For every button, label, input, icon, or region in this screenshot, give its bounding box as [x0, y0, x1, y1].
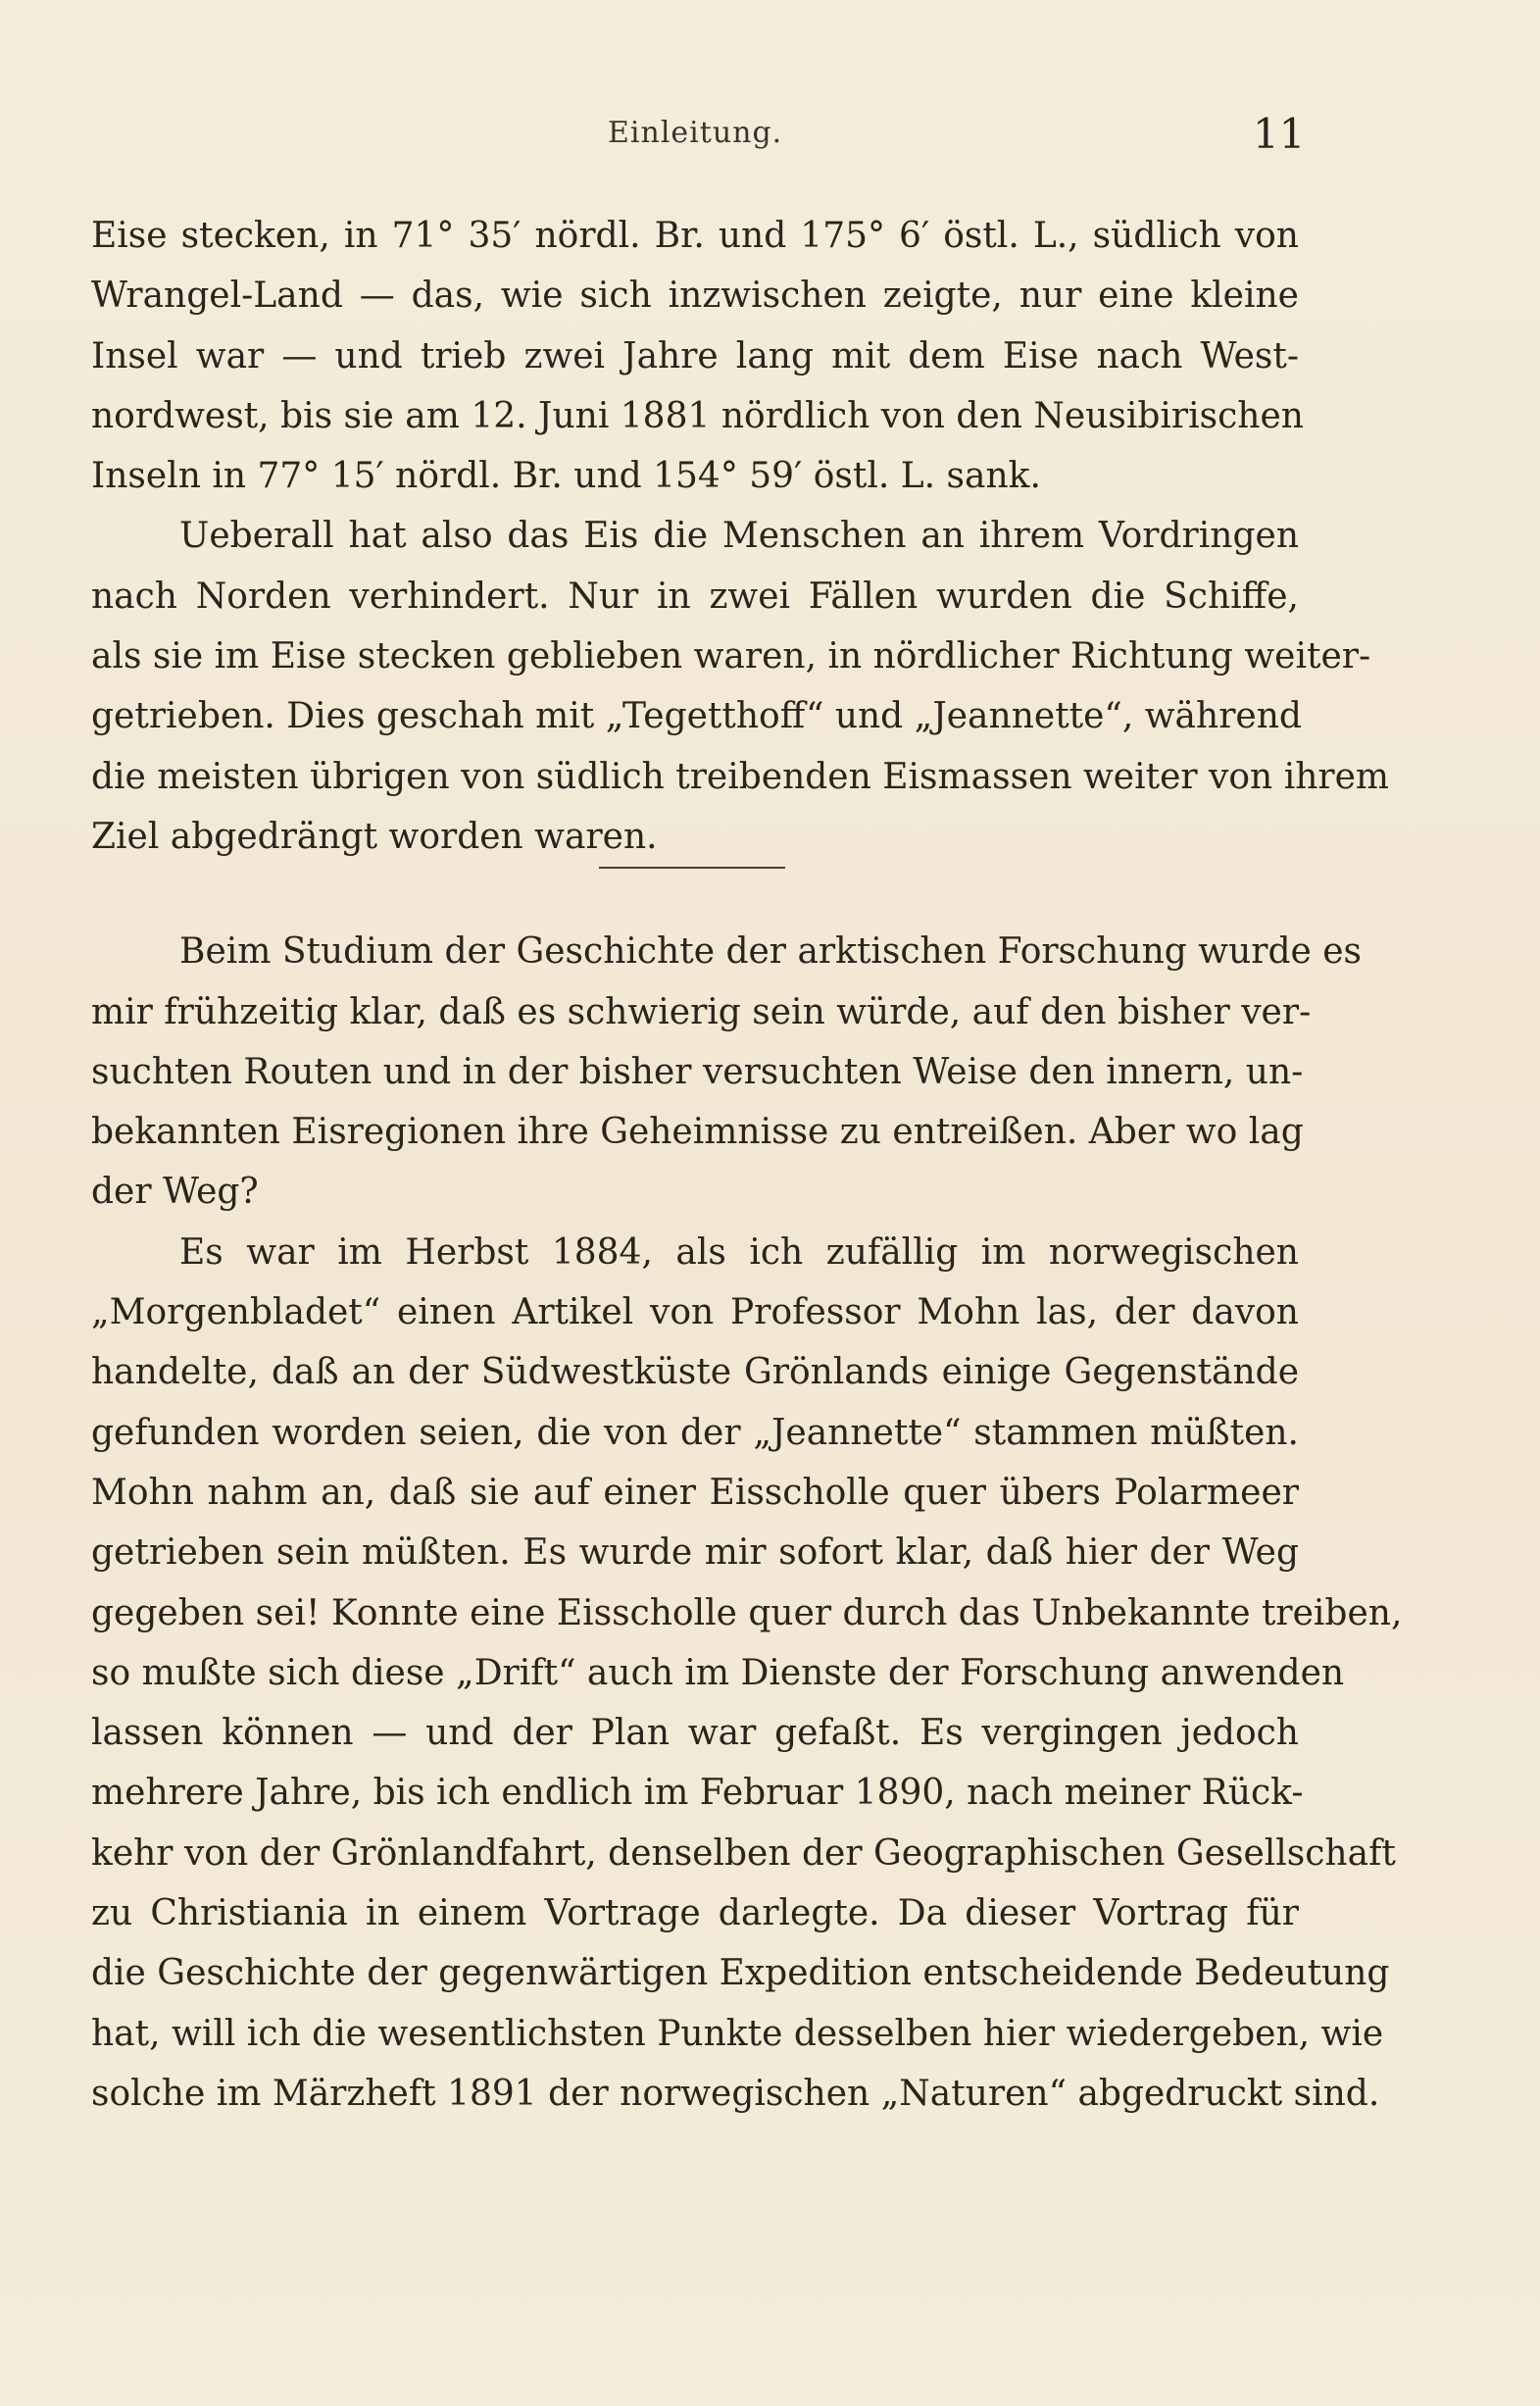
text-line: mir frühzeitig klar, daß es schwierig sein würde, auf den bisher ver-	[91, 991, 1312, 1032]
paragraph-2	[91, 506, 1390, 867]
section-break	[91, 867, 1299, 922]
paragraph-3	[91, 922, 1363, 1222]
text-line: als sie im Eise stecken geblieben waren, in nördlicher Richtung weiter-	[91, 636, 1371, 677]
text-line: hat, will ich die wesentlichsten Punkte desselben hier wiedergeben, wie	[91, 2013, 1384, 2054]
text-line: Es war im Herbst 1884, als ich zufällig im norwegischen	[179, 1231, 1299, 1273]
text-line: Wrangel-Land — das, wie sich inzwischen zeigte, nur eine kleine	[91, 276, 1299, 317]
text-line: kehr von der Grönlandfahrt, denselben der Geographischen Gesellschaft	[91, 1832, 1396, 1874]
text-line: zu Christiania in einem Vortrage darlegte. Da dieser Vortrag für	[91, 1893, 1299, 1934]
paragraph-1	[91, 206, 1304, 506]
text-line: die Geschichte der gegenwärtigen Expedition entscheidende Bedeutung	[91, 1953, 1390, 1994]
paragraph-4	[91, 1223, 1403, 2124]
text-line: getrieben. Dies geschah mit „Tegetthoff“ und „Jeannette“, während	[91, 696, 1302, 737]
text-line: Beim Studium der Geschichte der arktischen Forschung wurde es	[179, 931, 1363, 973]
page-number: 11	[1253, 110, 1306, 158]
text-line: Insel war — und trieb zwei Jahre lang mit dem Eise nach West-	[91, 335, 1299, 376]
body-text	[91, 206, 1403, 2124]
running-head-title: Einleitung.	[608, 116, 783, 150]
text-line: suchten Routen und in der bisher versuchten Weise den innern, un-	[91, 1051, 1304, 1092]
text-line: Inseln in 77° 15′ nördl. Br. und 154° 59′ östl. L. sank.	[91, 456, 1041, 497]
text-line: handelte, daß an der Südwestküste Grönlands einige Gegenstände	[91, 1352, 1299, 1393]
text-line: Ziel abgedrängt worden waren.	[91, 816, 658, 857]
text-line: so mußte sich diese „Drift“ auch im Dienste der Forschung anwenden	[91, 1652, 1345, 1693]
text-line: gegeben sei! Konnte eine Eisscholle quer durch das Unbekannte treiben,	[91, 1592, 1403, 1633]
text-line: Eise stecken, in 71° 35′ nördl. Br. und 175° 6′ östl. L., südlich von	[91, 216, 1299, 256]
section-divider	[599, 867, 785, 869]
text-line: Ueberall hat also das Eis die Menschen an ihrem Vordringen	[179, 516, 1299, 557]
text-line: bekannten Eisregionen ihre Geheimnisse zu entreißen. Aber wo lag	[91, 1112, 1304, 1153]
text-line: Mohn nahm an, daß sie auf einer Eisscholle quer übers Polarmeer	[91, 1472, 1299, 1513]
text-line: der Weg?	[91, 1172, 259, 1213]
text-line: nach Norden verhindert. Nur in zwei Fällen wurden die Schiffe,	[91, 576, 1299, 617]
text-line: die meisten übrigen von südlich treibenden Eismassen weiter von ihrem	[91, 756, 1390, 797]
text-line: „Morgenbladet“ einen Artikel von Professor Mohn las, der davon	[91, 1292, 1299, 1333]
text-line: getrieben sein müßten. Es wurde mir sofort klar, daß hier der Weg	[91, 1532, 1299, 1574]
text-line: solche im Märzheft 1891 der norwegischen „Naturen“ abgedruckt sind.	[91, 2073, 1380, 2114]
running-head	[0, 110, 1540, 165]
text-line: lassen können — und der Plan war gefaßt. Es vergingen jedoch	[91, 1713, 1299, 1754]
text-line: gefunden worden seien, die von der „Jeannette“ stammen müßten.	[91, 1412, 1299, 1453]
text-line: mehrere Jahre, bis ich endlich im Februar 1890, nach meiner Rück-	[91, 1773, 1304, 1814]
text-line: nordwest, bis sie am 12. Juni 1881 nördlich von den Neusibirischen	[91, 395, 1304, 436]
